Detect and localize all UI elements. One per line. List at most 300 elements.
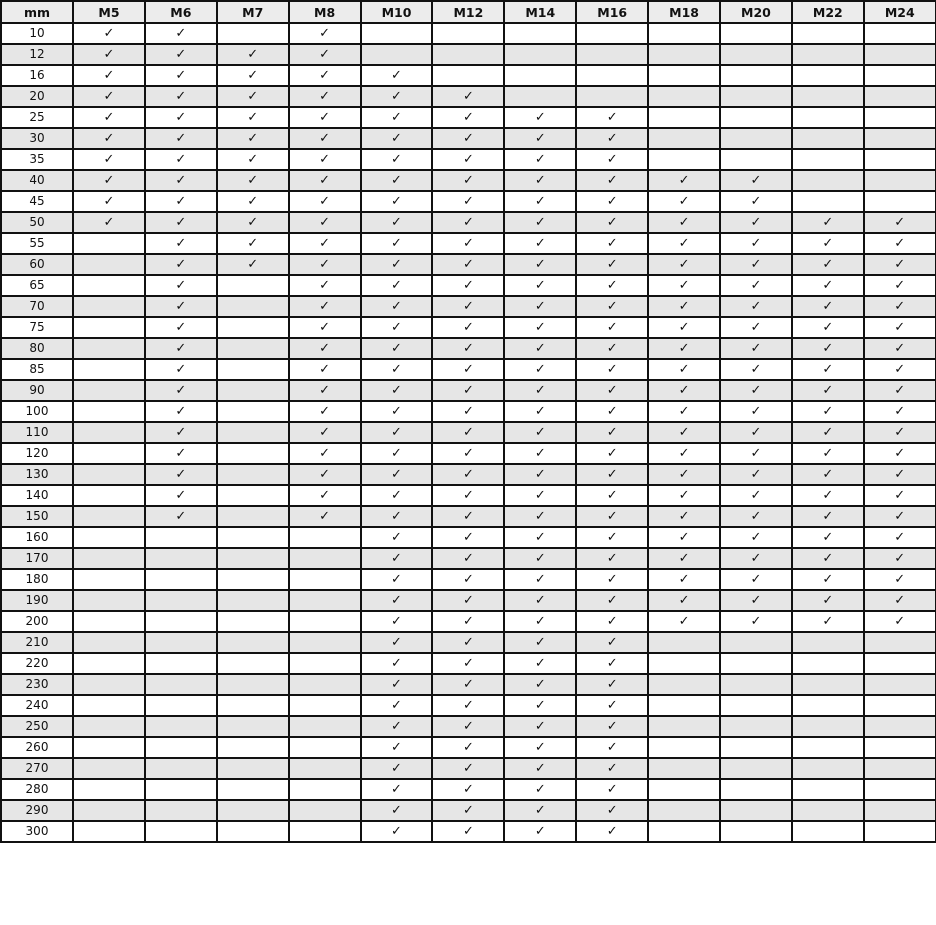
check-icon: ✓: [175, 236, 187, 251]
check-icon: ✓: [175, 152, 187, 167]
check-icon: ✓: [175, 362, 187, 377]
table-row: [1, 716, 936, 737]
check-cell: [576, 212, 648, 233]
check-icon: ✓: [678, 509, 690, 524]
check-cell: [432, 443, 504, 464]
check-icon: ✓: [750, 341, 762, 356]
check-icon: ✓: [750, 509, 762, 524]
check-icon: ✓: [606, 425, 618, 440]
check-icon: ✓: [606, 530, 618, 545]
check-cell: [217, 65, 289, 86]
check-icon: ✓: [822, 614, 834, 629]
empty-cell: [720, 674, 792, 695]
check-cell: [648, 611, 720, 632]
row-length-label: 200: [1, 611, 73, 632]
check-cell: [648, 359, 720, 380]
empty-cell: [720, 86, 792, 107]
check-icon: ✓: [391, 614, 402, 629]
check-icon: ✓: [247, 89, 259, 104]
table-row: [1, 86, 936, 107]
check-cell: [73, 23, 145, 44]
check-icon: ✓: [678, 404, 690, 419]
empty-cell: [73, 653, 145, 674]
column-header-m12: M12: [432, 1, 504, 23]
row-length-label: 120: [1, 443, 73, 464]
empty-cell: [864, 758, 936, 779]
check-cell: [432, 464, 504, 485]
check-cell: [504, 359, 576, 380]
check-icon: ✓: [391, 299, 402, 314]
check-cell: [361, 632, 433, 653]
row-length-label: 60: [1, 254, 73, 275]
check-cell: [792, 254, 864, 275]
check-icon: ✓: [103, 89, 115, 104]
empty-cell: [217, 779, 289, 800]
check-icon: ✓: [391, 719, 402, 734]
check-cell: [145, 212, 217, 233]
check-cell: [432, 779, 504, 800]
check-icon: ✓: [894, 257, 906, 272]
check-cell: [864, 611, 936, 632]
check-cell: [217, 128, 289, 149]
check-cell: [864, 548, 936, 569]
check-cell: [432, 821, 504, 842]
empty-cell: [289, 674, 361, 695]
check-icon: ✓: [534, 614, 546, 629]
check-icon: ✓: [175, 194, 187, 209]
check-cell: [576, 233, 648, 254]
empty-cell: [648, 716, 720, 737]
table-row: [1, 170, 936, 191]
check-cell: [145, 338, 217, 359]
check-cell: [576, 401, 648, 422]
table-row: [1, 359, 936, 380]
row-length-label: 260: [1, 737, 73, 758]
check-cell: [361, 86, 433, 107]
check-cell: [864, 296, 936, 317]
check-cell: [720, 191, 792, 212]
check-cell: [864, 464, 936, 485]
check-icon: ✓: [678, 173, 690, 188]
empty-cell: [73, 275, 145, 296]
check-icon: ✓: [462, 782, 474, 797]
table-row: [1, 317, 936, 338]
check-cell: [504, 191, 576, 212]
check-cell: [504, 569, 576, 590]
check-icon: ✓: [462, 656, 474, 671]
check-icon: ✓: [750, 593, 762, 608]
check-cell: [361, 590, 433, 611]
check-cell: [504, 233, 576, 254]
empty-cell: [73, 506, 145, 527]
check-icon: ✓: [894, 509, 906, 524]
check-cell: [361, 821, 433, 842]
check-cell: [576, 359, 648, 380]
check-cell: [217, 44, 289, 65]
check-cell: [576, 128, 648, 149]
check-icon: ✓: [391, 782, 402, 797]
check-cell: [720, 296, 792, 317]
check-icon: ✓: [391, 194, 402, 209]
check-cell: [145, 128, 217, 149]
empty-cell: [217, 716, 289, 737]
check-cell: [432, 632, 504, 653]
check-cell: [145, 44, 217, 65]
check-cell: [792, 548, 864, 569]
check-cell: [720, 464, 792, 485]
check-icon: ✓: [534, 761, 546, 776]
check-cell: [576, 296, 648, 317]
check-cell: [432, 275, 504, 296]
table-row: [1, 695, 936, 716]
empty-cell: [73, 548, 145, 569]
check-cell: [576, 758, 648, 779]
check-cell: [720, 338, 792, 359]
empty-cell: [792, 758, 864, 779]
row-length-label: 90: [1, 380, 73, 401]
check-icon: ✓: [678, 530, 690, 545]
check-cell: [720, 254, 792, 275]
check-icon: ✓: [534, 719, 546, 734]
check-icon: ✓: [175, 383, 187, 398]
check-cell: [576, 527, 648, 548]
check-cell: [361, 695, 433, 716]
empty-cell: [648, 653, 720, 674]
check-cell: [864, 401, 936, 422]
check-cell: [576, 443, 648, 464]
check-icon: ✓: [606, 467, 618, 482]
check-icon: ✓: [175, 131, 187, 146]
check-cell: [361, 443, 433, 464]
empty-cell: [145, 632, 217, 653]
check-cell: [576, 716, 648, 737]
check-icon: ✓: [750, 614, 762, 629]
check-cell: [145, 191, 217, 212]
empty-cell: [361, 44, 433, 65]
empty-cell: [648, 86, 720, 107]
check-icon: ✓: [391, 89, 402, 104]
check-icon: ✓: [391, 635, 402, 650]
check-icon: ✓: [606, 152, 618, 167]
empty-cell: [145, 527, 217, 548]
check-cell: [361, 359, 433, 380]
check-icon: ✓: [319, 236, 331, 251]
check-icon: ✓: [391, 383, 402, 398]
check-cell: [217, 149, 289, 170]
check-icon: ✓: [391, 530, 402, 545]
check-icon: ✓: [534, 593, 546, 608]
check-cell: [289, 149, 361, 170]
check-icon: ✓: [606, 824, 618, 839]
check-icon: ✓: [534, 740, 546, 755]
check-icon: ✓: [678, 215, 690, 230]
check-cell: [432, 380, 504, 401]
check-icon: ✓: [534, 362, 546, 377]
check-icon: ✓: [750, 530, 762, 545]
check-cell: [648, 443, 720, 464]
row-length-label: 45: [1, 191, 73, 212]
check-cell: [576, 569, 648, 590]
check-cell: [432, 653, 504, 674]
check-cell: [289, 464, 361, 485]
check-cell: [432, 611, 504, 632]
check-icon: ✓: [750, 236, 762, 251]
check-cell: [289, 359, 361, 380]
check-icon: ✓: [319, 68, 331, 83]
check-cell: [792, 233, 864, 254]
empty-cell: [73, 422, 145, 443]
check-icon: ✓: [678, 341, 690, 356]
empty-cell: [504, 44, 576, 65]
table-row: [1, 821, 936, 842]
check-icon: ✓: [103, 152, 115, 167]
check-icon: ✓: [606, 110, 618, 125]
empty-cell: [720, 149, 792, 170]
check-cell: [432, 716, 504, 737]
check-cell: [432, 128, 504, 149]
check-cell: [361, 212, 433, 233]
check-icon: ✓: [678, 236, 690, 251]
check-cell: [73, 149, 145, 170]
row-length-label: 290: [1, 800, 73, 821]
check-icon: ✓: [822, 236, 834, 251]
check-icon: ✓: [534, 530, 546, 545]
check-icon: ✓: [175, 89, 187, 104]
check-cell: [864, 506, 936, 527]
check-cell: [720, 317, 792, 338]
check-cell: [720, 443, 792, 464]
check-cell: [576, 191, 648, 212]
row-length-label: 220: [1, 653, 73, 674]
table-row: [1, 275, 936, 296]
empty-cell: [864, 191, 936, 212]
check-icon: ✓: [319, 89, 331, 104]
table-row: [1, 401, 936, 422]
check-icon: ✓: [894, 530, 906, 545]
row-length-label: 10: [1, 23, 73, 44]
row-length-label: 140: [1, 485, 73, 506]
check-cell: [576, 548, 648, 569]
table-row: [1, 569, 936, 590]
empty-cell: [504, 23, 576, 44]
check-icon: ✓: [822, 530, 834, 545]
row-length-label: 240: [1, 695, 73, 716]
check-icon: ✓: [103, 26, 115, 41]
check-icon: ✓: [534, 509, 546, 524]
row-length-label: 25: [1, 107, 73, 128]
check-icon: ✓: [391, 572, 402, 587]
row-length-label: 20: [1, 86, 73, 107]
check-icon: ✓: [750, 257, 762, 272]
check-icon: ✓: [391, 803, 402, 818]
check-icon: ✓: [606, 593, 618, 608]
empty-cell: [792, 65, 864, 86]
empty-cell: [648, 821, 720, 842]
check-cell: [289, 170, 361, 191]
check-icon: ✓: [391, 446, 402, 461]
check-cell: [361, 401, 433, 422]
check-cell: [576, 611, 648, 632]
empty-cell: [145, 548, 217, 569]
check-icon: ✓: [822, 467, 834, 482]
empty-cell: [73, 569, 145, 590]
check-cell: [217, 107, 289, 128]
check-icon: ✓: [534, 467, 546, 482]
empty-cell: [720, 800, 792, 821]
check-cell: [432, 758, 504, 779]
check-icon: ✓: [534, 110, 546, 125]
empty-cell: [648, 65, 720, 86]
table-row: [1, 632, 936, 653]
check-cell: [217, 212, 289, 233]
check-icon: ✓: [534, 824, 546, 839]
empty-cell: [792, 44, 864, 65]
check-icon: ✓: [822, 572, 834, 587]
empty-cell: [217, 401, 289, 422]
check-icon: ✓: [319, 425, 331, 440]
empty-cell: [217, 569, 289, 590]
check-icon: ✓: [822, 215, 834, 230]
empty-cell: [289, 527, 361, 548]
check-cell: [432, 674, 504, 695]
empty-cell: [73, 359, 145, 380]
check-icon: ✓: [678, 425, 690, 440]
check-icon: ✓: [606, 257, 618, 272]
empty-cell: [217, 23, 289, 44]
column-header-m10: M10: [361, 1, 433, 23]
empty-cell: [145, 611, 217, 632]
check-icon: ✓: [247, 173, 259, 188]
empty-cell: [864, 632, 936, 653]
check-icon: ✓: [391, 551, 402, 566]
check-icon: ✓: [678, 446, 690, 461]
table-row: [1, 212, 936, 233]
check-cell: [361, 296, 433, 317]
check-icon: ✓: [175, 509, 187, 524]
check-icon: ✓: [103, 131, 115, 146]
check-icon: ✓: [462, 131, 474, 146]
check-icon: ✓: [391, 656, 402, 671]
table-row: [1, 506, 936, 527]
check-icon: ✓: [175, 47, 187, 62]
check-cell: [361, 653, 433, 674]
check-cell: [792, 401, 864, 422]
empty-cell: [720, 65, 792, 86]
empty-cell: [792, 800, 864, 821]
row-length-label: 270: [1, 758, 73, 779]
empty-cell: [73, 800, 145, 821]
check-cell: [720, 422, 792, 443]
check-icon: ✓: [678, 488, 690, 503]
check-icon: ✓: [319, 467, 331, 482]
row-length-label: 150: [1, 506, 73, 527]
empty-cell: [73, 716, 145, 737]
row-length-label: 55: [1, 233, 73, 254]
check-icon: ✓: [534, 299, 546, 314]
check-cell: [576, 779, 648, 800]
check-cell: [504, 800, 576, 821]
check-icon: ✓: [678, 551, 690, 566]
check-cell: [504, 737, 576, 758]
check-icon: ✓: [103, 194, 115, 209]
check-cell: [720, 506, 792, 527]
check-icon: ✓: [391, 698, 402, 713]
check-icon: ✓: [103, 215, 115, 230]
check-cell: [576, 254, 648, 275]
empty-cell: [145, 716, 217, 737]
check-icon: ✓: [103, 47, 115, 62]
check-icon: ✓: [462, 362, 474, 377]
row-length-label: 30: [1, 128, 73, 149]
check-icon: ✓: [462, 425, 474, 440]
empty-cell: [864, 674, 936, 695]
check-icon: ✓: [319, 299, 331, 314]
check-cell: [576, 590, 648, 611]
check-icon: ✓: [319, 152, 331, 167]
empty-cell: [720, 653, 792, 674]
check-cell: [145, 107, 217, 128]
check-cell: [289, 275, 361, 296]
check-cell: [361, 170, 433, 191]
check-cell: [504, 485, 576, 506]
check-cell: [432, 485, 504, 506]
check-cell: [576, 275, 648, 296]
empty-cell: [289, 758, 361, 779]
check-cell: [648, 212, 720, 233]
check-cell: [361, 338, 433, 359]
check-icon: ✓: [462, 215, 474, 230]
check-icon: ✓: [462, 824, 474, 839]
check-cell: [145, 149, 217, 170]
check-cell: [432, 296, 504, 317]
empty-cell: [217, 695, 289, 716]
empty-cell: [73, 590, 145, 611]
column-header-m5: M5: [73, 1, 145, 23]
empty-cell: [720, 128, 792, 149]
check-cell: [361, 674, 433, 695]
empty-cell: [720, 821, 792, 842]
empty-cell: [73, 338, 145, 359]
check-icon: ✓: [894, 215, 906, 230]
check-cell: [361, 191, 433, 212]
check-cell: [361, 275, 433, 296]
check-cell: [432, 338, 504, 359]
empty-cell: [864, 86, 936, 107]
check-cell: [432, 422, 504, 443]
check-icon: ✓: [750, 299, 762, 314]
check-icon: ✓: [606, 488, 618, 503]
check-cell: [648, 170, 720, 191]
row-length-label: 40: [1, 170, 73, 191]
check-cell: [864, 569, 936, 590]
check-cell: [864, 590, 936, 611]
check-icon: ✓: [678, 593, 690, 608]
empty-cell: [720, 758, 792, 779]
check-icon: ✓: [894, 614, 906, 629]
row-length-label: 80: [1, 338, 73, 359]
check-icon: ✓: [750, 446, 762, 461]
check-icon: ✓: [391, 467, 402, 482]
empty-cell: [289, 653, 361, 674]
check-icon: ✓: [894, 467, 906, 482]
check-icon: ✓: [678, 299, 690, 314]
check-cell: [792, 506, 864, 527]
check-cell: [792, 569, 864, 590]
empty-cell: [648, 779, 720, 800]
check-cell: [504, 695, 576, 716]
check-icon: ✓: [750, 278, 762, 293]
check-icon: ✓: [247, 215, 259, 230]
